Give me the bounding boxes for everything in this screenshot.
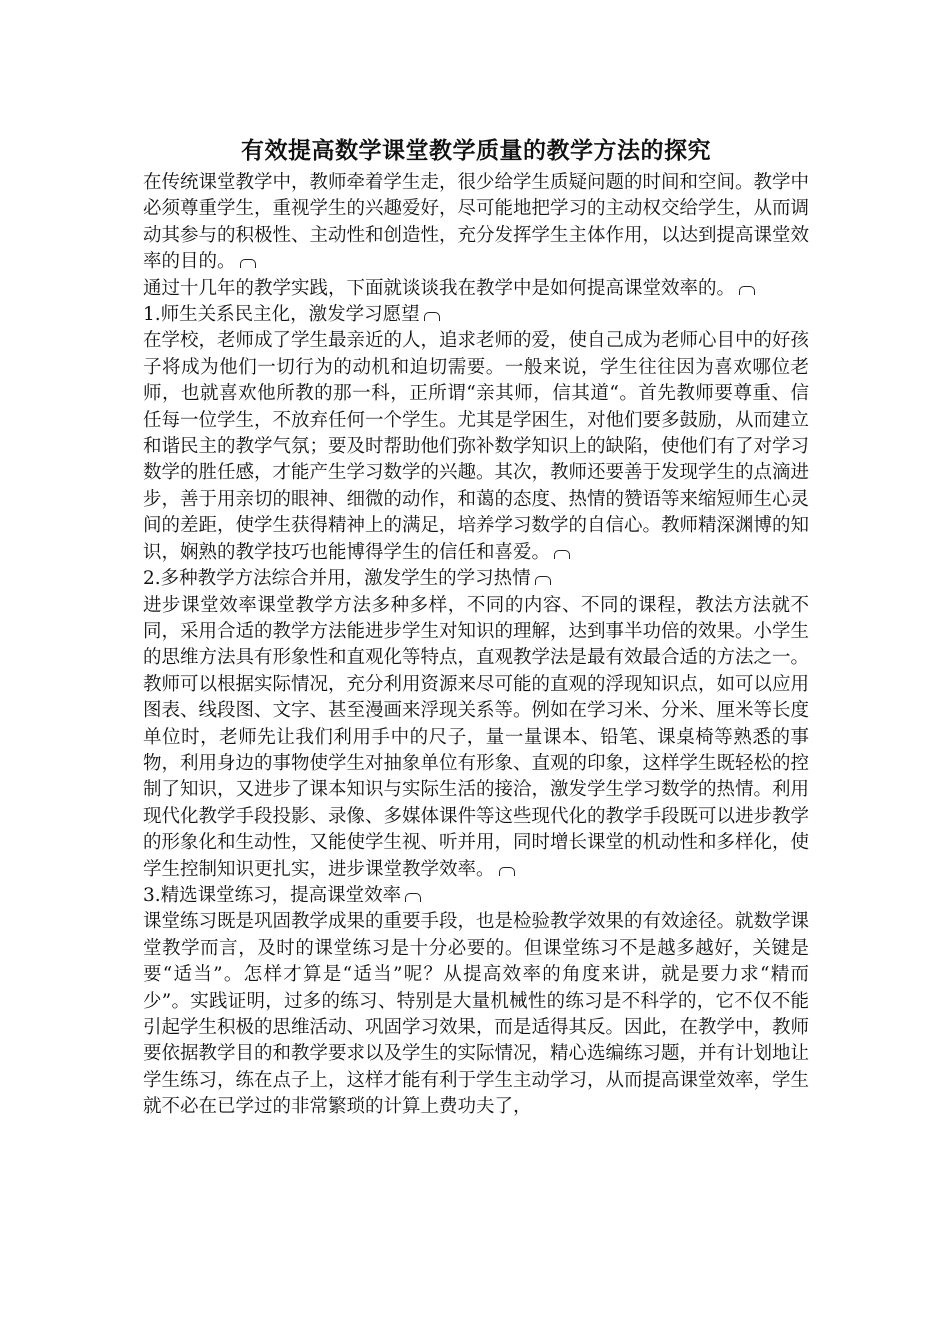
section-body-1 [143,328,809,566]
section-body-text-3: 课堂练习既是巩固教学成果的重要手段，也是检验教学效果的有效途径。就数学课堂教学而言，及时的课堂练习是十分必要的。但课堂练习不是越多越好，关键是要“适当”。怎样才算是“适当”呢？从提高效率的角度来讲，就是要力求“精而少”。实践证明，过多的练习、特别是大量机械性的练习是不科学的，它不仅不能引起学生积极的思维活动、巩固学习效果，而是适得其反。因此，在教学中，教师要依据教学目的和教学要求以及学生的实际情况，精心选编练习题，并有计划地让学生练习，练在点子上，这样才能有利于学生主动学习，从而提高课堂效率，学生就不必在已学过的非常繁琐的计算上费功夫了， [143,911,810,1118]
intro-text-2: 通过十几年的教学实践，下面就谈谈我在教学中是如何提高课堂效率的。 [143,277,736,299]
paragraph-mark-icon [554,550,570,559]
document-page [143,136,809,1121]
section-heading-text-2: 2.多种教学方法综合并用，激发学生的学习热情 [143,568,531,590]
intro-text-1: 在传统课堂教学中，教师牵着学生走，很少给学生质疑问题的时间和空间。教学中必须尊重学生，重视学生的兴趣爱好，尽可能地把学习的主动权交给学生，从而调动其参与的积极性、主动性和创造性，充分发挥学生主体作用，以达到提高课堂效率的目的。 [143,172,810,273]
section-heading-3 [143,883,809,909]
section-heading-text-1: 1.师生关系民主化，激发学习愿望 [143,304,420,326]
paragraph-mark-icon [405,893,421,902]
intro-paragraph-1 [143,170,809,276]
section-heading-text-3: 3.精选课堂练习，提高课堂效率 [143,884,402,906]
paragraph-mark-icon [424,312,440,321]
section-heading-1 [143,302,809,328]
section-body-text-1: 在学校，老师成了学生最亲近的人，追求老师的爱，使自己成为老师心目中的好孩子将成为他们一切行为的动机和迫切需要。一般来说，学生往往因为喜欢哪位老师，也就喜欢他所教的那一科，正所谓“亲其师，信其道“。首先教师要尊重、信任每一位学生，不放弃任何一个学生。尤其是学困生，对他们要多鼓励，从而建立和谐民主的教学气氛；要及时帮助他们弥补数学知识上的缺陷，使他们有了对学习数学的胜任感，才能产生学习数学的兴趣。其次，教师还要善于发现学生的点滴进步，善于用亲切的眼神、细微的动作，和蔼的态度、热情的赞语等来缩短师生心灵间的差距，使学生获得精神上的满足，培养学习数学的自信心。教师精深渊博的知识，娴熟的教学技巧也能博得学生的信任和喜爱。 [143,330,810,563]
paragraph-mark-icon [535,576,551,585]
section-body-3 [143,909,809,1120]
paragraph-mark-icon [240,259,256,268]
intro-paragraph-2 [143,276,809,302]
section-body-2 [143,593,809,883]
section-heading-2 [143,566,809,592]
document-title: 有效提高数学课堂教学质量的教学方法的探究 [241,137,711,164]
section-body-text-2: 进步课堂效率课堂教学方法多种多样，不同的内容、不同的课程，教法方法就不同，采用合适的教学方法能进步学生对知识的理解，达到事半功倍的效果。小学生的思维方法具有形象性和直观化等特点，直观教学法是最有效最合适的方法之一。教师可以根据实际情况，充分利用资源来尽可能的直观的浮现知识点，如可以应用图表、线段图、文字、甚至漫画来浮现关系等。例如在学习米、分米、厘米等长度单位时，老师先让我们利用手中的尺子，量一量课本、铅笔、课桌椅等熟悉的事物，利用身边的事物使学生对抽象单位有形象、直观的印象，这样学生既轻松的控制了知识，又进步了课本知识与实际生活的接洽，激发学生学习数学的热情。利用现代化教学手段投影、录像、多媒体课件等这些现代化的教学手段既可以进步教学的形象化和生动性，又能使学生视、听并用，同时增长课堂的机动性和多样化，使学生控制知识更扎实，进步课堂教学效率。 [143,594,810,880]
paragraph-mark-icon [499,867,515,876]
paragraph-mark-icon [739,286,755,295]
